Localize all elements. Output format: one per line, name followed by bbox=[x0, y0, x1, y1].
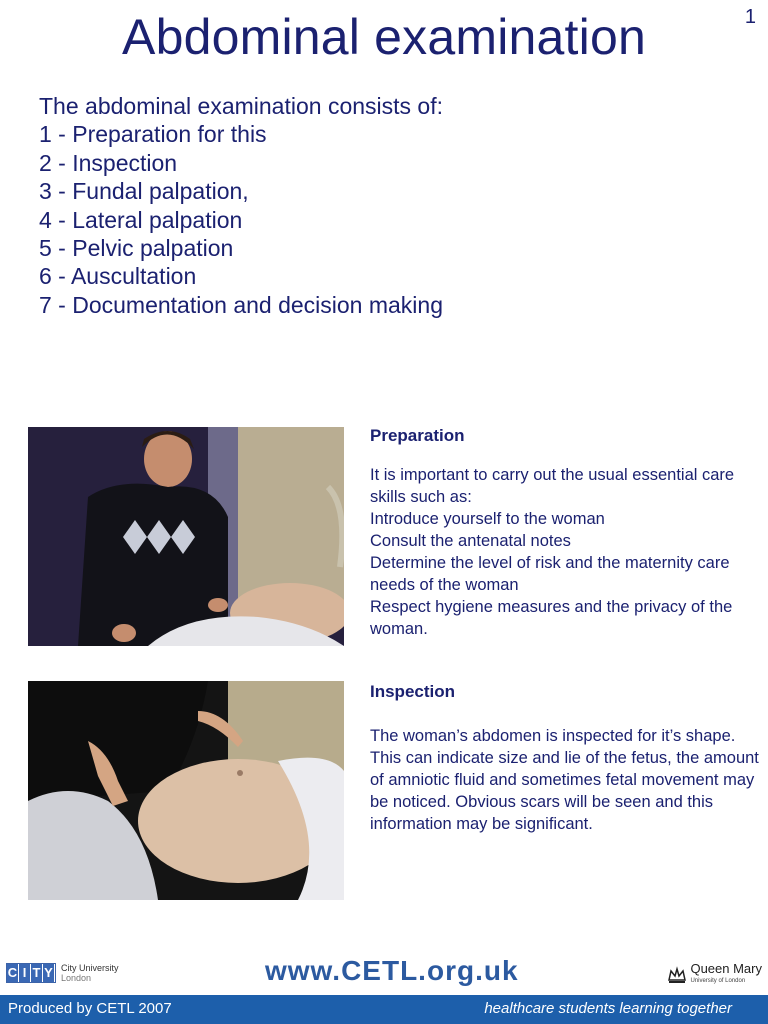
tagline: healthcare students learning together bbox=[484, 1000, 732, 1017]
city-logo-mark bbox=[6, 963, 56, 983]
section-paragraph: Respect hygiene measures and the privacy of the woman. bbox=[370, 598, 733, 638]
intro-lead: The abdominal examination consists of: bbox=[39, 93, 443, 119]
list-item: 1 - Preparation for this bbox=[39, 121, 267, 148]
footer-bar bbox=[0, 995, 768, 1024]
list-item: 7 - Documentation and decision making bbox=[39, 291, 444, 318]
city-sub: London bbox=[61, 973, 92, 983]
section-paragraph: The woman’s abdomen is inspected for it’s shape. This can indicate size and lie of the fetus, the amount of amniotic fluid and sometimes fetal movement may be noticed. Obvious scars will be seen and this information may be significant. bbox=[370, 727, 759, 833]
page-title: Abdominal examination bbox=[122, 9, 646, 65]
section-body bbox=[370, 464, 760, 640]
page-number: 1 bbox=[744, 6, 756, 28]
steps-list bbox=[39, 120, 443, 319]
section-paragraph: Introduce yourself to the woman bbox=[370, 510, 605, 528]
inspection-section bbox=[370, 681, 760, 835]
produced-by: Produced by CETL 2007 bbox=[8, 1000, 172, 1017]
section-heading: Inspection bbox=[370, 682, 456, 701]
list-item: 4 - Lateral palpation bbox=[39, 206, 243, 233]
qm-name: Queen Mary bbox=[690, 961, 762, 976]
preparation-section bbox=[370, 425, 760, 640]
logo-letter: C bbox=[7, 965, 18, 980]
section-paragraph: Determine the level of risk and the maternity care needs of the woman bbox=[370, 554, 730, 594]
cetl-url-link[interactable]: www.CETL.org.uk bbox=[265, 955, 519, 986]
footer-logos bbox=[0, 955, 768, 995]
logo-letter: Y bbox=[43, 964, 55, 982]
section-paragraph: It is important to carry out the usual essential care skills such as: bbox=[370, 466, 735, 506]
logo-letter: I bbox=[19, 964, 31, 982]
list-item: 3 - Fundal palpation, bbox=[39, 178, 249, 205]
list-item: 6 - Auscultation bbox=[39, 263, 197, 290]
intro-list bbox=[39, 92, 443, 319]
list-item: 5 - Pelvic palpation bbox=[39, 235, 234, 262]
city-logo-text bbox=[61, 963, 119, 983]
preparation-photo bbox=[28, 427, 344, 646]
qm-sub: University of London bbox=[690, 978, 746, 984]
section-heading: Preparation bbox=[370, 426, 465, 445]
queen-mary-logo[interactable] bbox=[667, 963, 762, 987]
city-university-logo[interactable] bbox=[6, 963, 119, 983]
section-body bbox=[370, 725, 760, 835]
crown-icon bbox=[667, 965, 687, 985]
qm-logo-text bbox=[690, 963, 762, 987]
inspection-photo bbox=[28, 681, 344, 900]
logo-letter: T bbox=[31, 964, 43, 982]
city-name: City University bbox=[61, 963, 119, 973]
section-paragraph: Consult the antenatal notes bbox=[370, 532, 571, 550]
list-item: 2 - Inspection bbox=[39, 149, 178, 176]
